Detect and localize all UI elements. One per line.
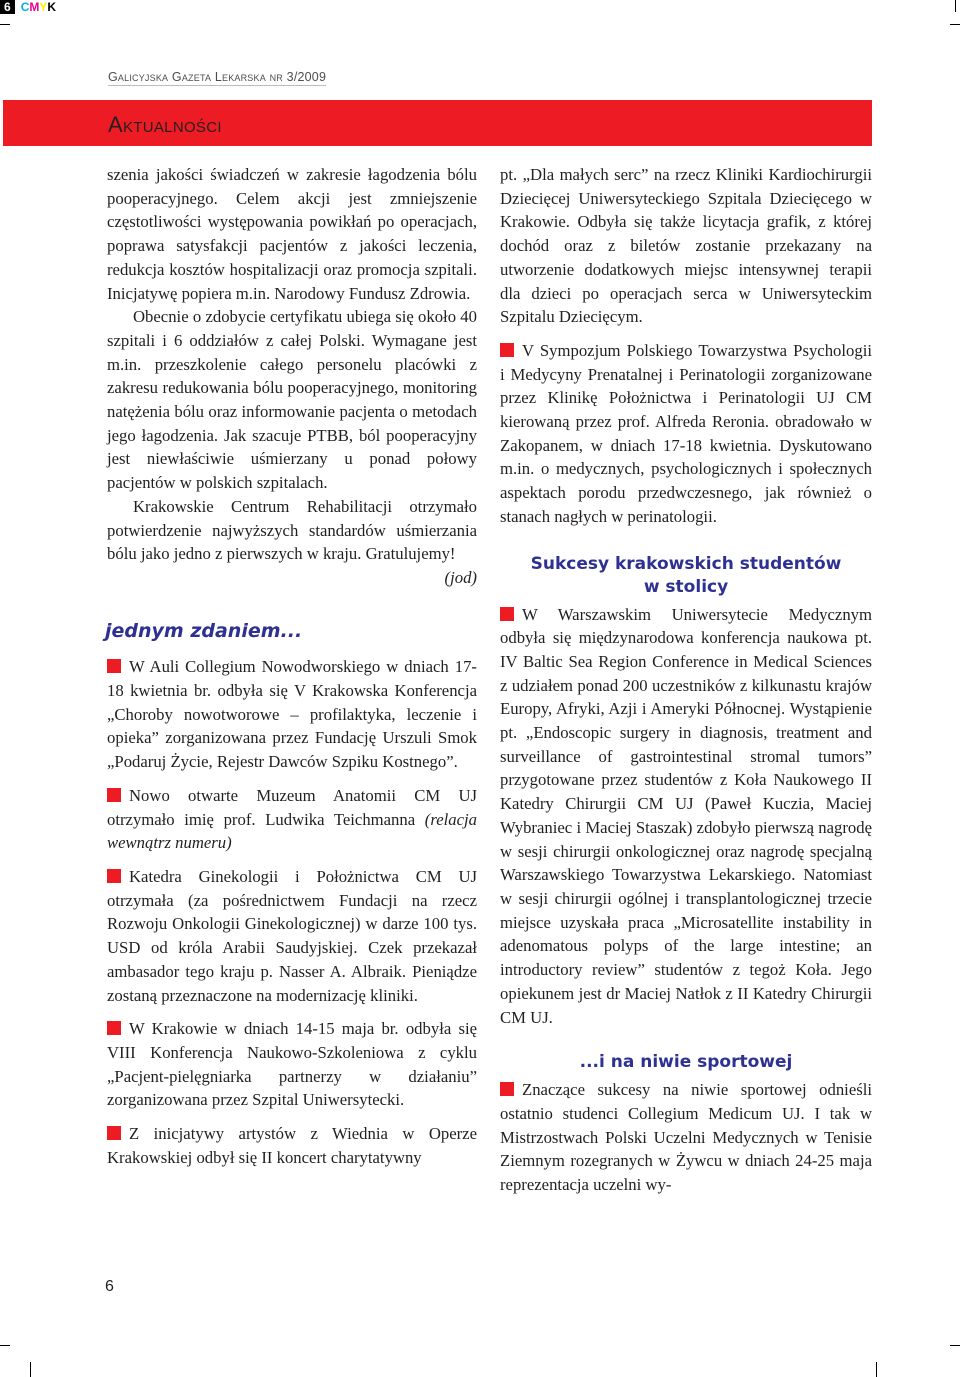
bullet-square-icon [107,1021,121,1035]
paragraph: szenia jakości świadczeń w zakresie łagodzenia bólu pooperacyjnego. Celem akcji jest zmniejszenie częstotliwości występowania powikłań po operacjach, poprawa satysfakcji pacjentów z jakości leczenia, redukcja kosztów hospitalizacji oraz promocja szpitali. Inicjatywę popiera m.in. Narodowy Fundusz Zdrowia. [107,165,477,303]
bullet-square-icon [107,1126,121,1140]
news-text: Nowo otwarte Muzeum Anatomii CM UJ otrzymało imię prof. Ludwika Teichmanna [107,785,477,829]
journal-header: Galicyjska Gazeta Lekarska nr 3/2009 [108,70,327,84]
crop-mark [30,1362,31,1377]
bullet-square-icon [500,1082,514,1096]
news-text: Z inicjatywy artystów z Wiednia w Operze Krakowskiej odbył się II koncert charytatywny [107,1124,477,1167]
news-text: V Sympozjum Polskiego Towarzystwa Psychologii i Medycyny Prenatalnej i Perinatologii zorganizowane przez Klinikę Położnictwa i Perinatologii UJ CM kierowaną przez prof. Alfreda Reronia. obradowało w Zakopanem, w dniach 17-18 kwietnia. Dyskutowano m.in. o medycznych, psychologicznych i społecznych aspektach porodu przedwczesnego, jak również o stanach nagłych w perinatologii. [500,340,872,526]
section-heading: jednym zdaniem... [105,619,303,642]
subheading: ...i na niwie sportowej [579,1052,793,1073]
news-item [500,603,872,1030]
news-item [107,865,477,1007]
crop-mark [876,1362,877,1377]
magenta-letter: M [29,0,40,14]
page-number: 6 [105,1278,114,1295]
bullet-square-icon [500,343,514,357]
bullet-square-icon [107,788,121,802]
news-item [107,655,477,774]
crop-mark [0,1345,10,1346]
bullet-square-icon [500,607,514,621]
crop-mark [0,24,10,25]
print-page-number: 6 [0,0,15,14]
paragraph: pt. „Dla małych serc” na rzecz Kliniki Kardiochirurgii Dziecięcej Uniwersyteckiego Szpitala Dziecięcego w Krakowie. Odbyła się także licytacja grafik, z której dochód oraz z biletów zostanie przekazany na utworzenie dodatkowych miejsc intensywnej terapii dla dzieci po operacjach serca w Uniwersyteckim Szpitalu Dziecięcym. [500,165,872,327]
news-item [107,1122,477,1169]
crop-mark [955,0,956,12]
news-item [107,1017,477,1112]
bullet-square-icon [107,659,121,673]
right-column [500,163,872,1197]
cyan-letter: C [20,0,30,14]
news-note: (relacja wewnątrz numeru) [107,809,478,853]
subheading: w stolicy [643,576,729,597]
paragraph [107,495,477,587]
news-text: W Auli Collegium Nowodworskiego w dniach 17-18 kwietnia br. odbyła się V Krakowska Konferencja „Choroby nowotworowe – profilaktyka, leczenie i opieka” zorganizowana przez Fundację Urszuli Smok „Podaruj Życie, Rejestr Dawców Szpiku Kostnego”. [107,657,477,772]
yellow-letter: Y [39,0,48,14]
paragraph-text: Krakowskie Centrum Rehabilitacji otrzymało potwierdzenie najwyższych standardów uśmierzania bólu jako jedno z pierwszych w kraju. Gratulujemy! [107,496,477,564]
news-text: W Krakowie w dniach 14-15 maja br. odbyła się VIII Konferencja Naukowo-Szkoleniowa z cyklu „Pacjent-pielęgniarka partnerzy w działaniu” zorganizowana przez Szpital Uniwersytecki. [107,1019,477,1110]
news-item [500,1078,872,1197]
section-title: Aktualności [108,112,222,137]
crop-mark [950,1345,960,1346]
author-signature: (jod) [444,567,477,587]
news-text: Znaczące sukcesy na niwie sportowej odnieśli ostatnio studenci Collegium Medicum UJ. I tak w Mistrzostwach Polski Uczelni Medycznych w Tenisie Ziemnym rozegranych w Żywcu w dniach 24-25 maja reprezentacja uczelni wy- [500,1080,872,1195]
paragraph: Obecnie o zdobycie certyfikatu ubiega się około 40 szpitali i 6 oddziałów z całej Polski. Wymagane jest m.in. przeszkolenie całego personelu placówki z zakresu redukowania bólu pooperacyjnego, monitoring natężenia bólu oraz informowanie pacjenta o metodach jego łagodzenia. Jak szacuje PTBB, ból pooperacyjny jest niewłaściwie uśmierzany u ponad połowy pacjentów w polskich szpitalach. [107,307,477,493]
black-letter: K [47,0,57,14]
left-column [107,163,477,1169]
crop-mark [950,24,960,25]
news-text: W Warszawskim Uniwersytecie Medycznym odbyła się międzynarodowa konferencja naukowa pt. IV Baltic Sea Region Conference in Medical Sciences z udziałem ponad 200 uczestników z kilkunastu krajów Europy, Afryki, Azji i Ameryki Północnej. Wystąpienie pt. „Endoscopic surgery in diagnosis, treatment and surveillance of gastrointestinal stromal tumors” przygotowane przez studentów z Koła Naukowego II Katedry Chirurgii CM UJ (Paweł Kuczia, Maciej Wybraniec i Maciej Staszak) zdobyło pierwszą nagrodę w sesji chirurgii onkologicznej oraz nagrodę specjalną Warszawskiego Towarzystwa Lekarskiego. Natomiast w sesji chirurgii ogólnej i transplantologicznej trzecie miejsce uzyskała praca „Microsatellite instability in adenomatous polyps of the large intestine; an introductory review” studentów z tegoż Koła. Jego opiekunem jest dr Maciej Natłok z II Katedry Chirurgii CM UJ. [500,604,872,1027]
section-banner [3,100,872,146]
print-color-mark [0,0,56,14]
news-item [500,339,872,529]
news-item [107,784,477,855]
bullet-square-icon [107,869,121,883]
news-text: Katedra Ginekologii i Położnictwa CM UJ otrzymała (za pośrednictwem Fundacji na rzecz Rozwoju Onkologii Ginekologicznej) w darze 100 tys. USD od króla Arabii Saudyjskiej. Czek przekazał ambasador tego kraju p. Nasser A. Albraik. Pieniądze zostaną przeznaczone na modernizację kliniki. [107,866,477,1005]
subheading: Sukcesy krakowskich studentów [530,553,842,574]
